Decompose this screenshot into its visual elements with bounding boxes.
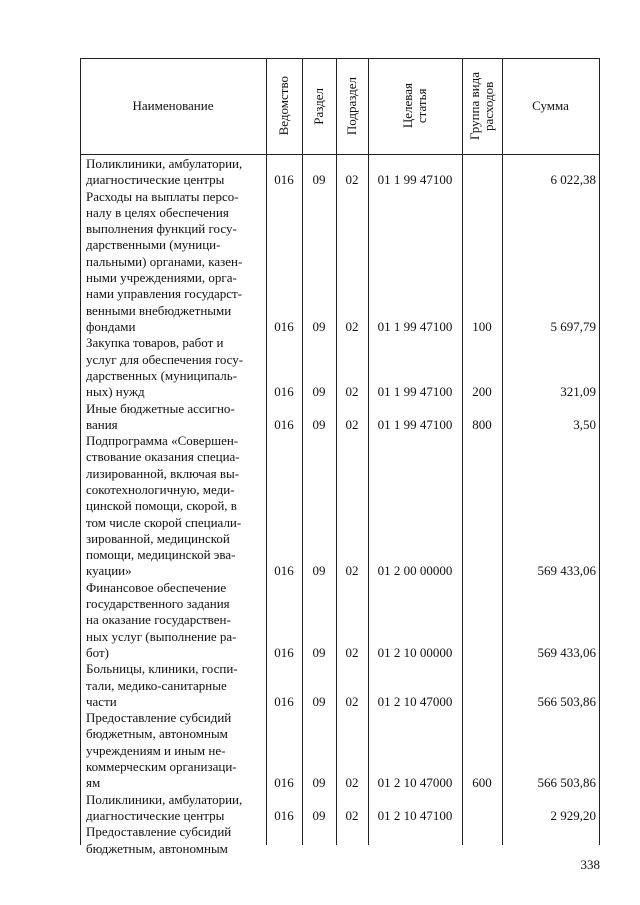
row-gruppa: 200 <box>472 384 492 400</box>
header-summa <box>502 58 599 154</box>
header-podrazdel <box>336 58 368 154</box>
row-name-line: Предоставление субсидий <box>86 710 232 726</box>
row-name-line: Подпрограмма «Совершен- <box>86 433 239 449</box>
header-celevaya-line1: Целевая <box>400 83 415 129</box>
row-name-line: Больницы, клиники, госпи- <box>86 661 238 677</box>
header-name <box>80 58 266 154</box>
row-ved: 016 <box>274 563 294 579</box>
budget-table <box>80 58 600 856</box>
row-name-line: сокотехнологичную, меди- <box>86 481 235 497</box>
row-ved: 016 <box>274 775 294 791</box>
header-razdel-label: Раздел <box>311 87 326 125</box>
row-razdel: 09 <box>312 693 326 709</box>
row-ved: 016 <box>274 318 294 334</box>
row-name-line: Расходы на выплаты персо- <box>86 188 239 204</box>
row-name-line: ными учреждениями, орга- <box>86 270 237 286</box>
row-name-line: дарственными (муници- <box>86 237 221 253</box>
row-name-line: тали, медико-санитарные <box>86 677 227 693</box>
row-name-line: ствование оказания специа- <box>86 449 240 465</box>
row-name-line: коммерческим организаци- <box>86 759 237 775</box>
column-divider <box>462 58 463 845</box>
row-celevaya: 01 2 00 00000 <box>377 563 453 579</box>
row-celevaya: 01 1 99 47100 <box>377 384 453 400</box>
header-gruppa <box>462 58 502 154</box>
row-celevaya: 01 2 10 00000 <box>377 644 453 660</box>
row-name <box>86 189 266 336</box>
row-summa: 321,09 <box>560 384 596 400</box>
row-celevaya: 01 1 99 47100 <box>377 416 453 432</box>
row-name-line: Закупка товаров, работ и <box>86 335 224 351</box>
row-name-line: бот) <box>86 644 109 660</box>
header-gruppa-line2: расходов <box>481 81 496 131</box>
row-name-line: бюджетным, автономным <box>86 726 228 742</box>
row-name-line: диагностические центры <box>86 172 225 188</box>
row-summa: 5 697,79 <box>550 318 596 334</box>
row-summa: 3,50 <box>573 416 596 432</box>
row-name <box>86 661 266 710</box>
row-podrazdel: 02 <box>345 807 359 823</box>
row-ved: 016 <box>274 416 294 432</box>
row-name-line: Иные бюджетные ассигно- <box>86 400 235 416</box>
row-razdel: 09 <box>312 775 326 791</box>
row-celevaya: 01 1 99 47100 <box>377 172 453 188</box>
row-ved: 016 <box>274 693 294 709</box>
row-celevaya: 01 2 10 47100 <box>377 807 453 823</box>
row-podrazdel: 02 <box>345 318 359 334</box>
header-ved <box>266 58 302 154</box>
header-celevaya-label <box>401 83 429 128</box>
row-name-line: нами управления государст- <box>86 286 243 302</box>
header-gruppa-line1: Группа вида <box>467 72 482 140</box>
table-border-right <box>599 58 600 845</box>
row-razdel: 09 <box>312 384 326 400</box>
row-name-line: помощи, медицинской эва- <box>86 547 236 563</box>
header-summa-label: Сумма <box>532 98 569 113</box>
row-name-line: зированной, медицинской <box>86 530 230 546</box>
row-name-line: лизированной, включая вы- <box>86 465 240 481</box>
row-name-line: части <box>86 693 117 709</box>
header-celevaya-line2: статья <box>414 88 429 124</box>
row-podrazdel: 02 <box>345 693 359 709</box>
row-celevaya: 01 1 99 47100 <box>377 318 453 334</box>
row-ved: 016 <box>274 644 294 660</box>
header-name-label: Наименование <box>132 98 214 113</box>
row-name-line: вания <box>86 416 118 432</box>
header-divider <box>80 154 600 155</box>
row-name-line: выполнения функций госу- <box>86 221 237 237</box>
row-name <box>86 401 266 434</box>
row-name-line: Поликлиники, амбулатории, <box>86 156 243 171</box>
row-ved: 016 <box>274 807 294 823</box>
row-gruppa: 100 <box>472 318 492 334</box>
row-name <box>86 156 266 189</box>
row-summa: 569 433,06 <box>537 563 596 579</box>
row-name <box>86 710 266 791</box>
row-podrazdel: 02 <box>345 775 359 791</box>
row-razdel: 09 <box>312 807 326 823</box>
row-name-line: налу в целях обеспечения <box>86 204 229 220</box>
row-name <box>86 792 266 825</box>
header-celevaya <box>368 58 462 154</box>
row-gruppa: 800 <box>472 416 492 432</box>
row-razdel: 09 <box>312 563 326 579</box>
row-razdel: 09 <box>312 644 326 660</box>
row-celevaya: 01 2 10 47000 <box>377 693 453 709</box>
row-name <box>86 580 266 661</box>
table-border-left <box>80 58 81 845</box>
row-podrazdel: 02 <box>345 644 359 660</box>
row-podrazdel: 02 <box>345 416 359 432</box>
row-celevaya: 01 2 10 47000 <box>377 775 453 791</box>
row-gruppa: 600 <box>472 775 492 791</box>
row-podrazdel: 02 <box>345 172 359 188</box>
header-gruppa-label <box>468 72 496 140</box>
row-razdel: 09 <box>312 416 326 432</box>
row-name-line: цинской помощи, скорой, в <box>86 498 237 514</box>
row-razdel: 09 <box>312 172 326 188</box>
row-name-line: услуг для обеспечения госу- <box>86 351 244 367</box>
row-name-line: Финансовое обеспечение <box>86 579 227 595</box>
row-name <box>86 824 266 857</box>
row-podrazdel: 02 <box>345 384 359 400</box>
row-name <box>86 433 266 580</box>
row-name-line: пальными) органами, казен- <box>86 253 243 269</box>
page-number: 338 <box>580 857 600 872</box>
row-razdel: 09 <box>312 318 326 334</box>
row-name-line: на оказание государствен- <box>86 612 231 628</box>
row-summa: 2 929,20 <box>550 807 596 823</box>
row-name-line: учреждениям и иным не- <box>86 742 226 758</box>
row-name-line: венными внебюджетными <box>86 302 232 318</box>
row-summa: 566 503,86 <box>537 775 596 791</box>
header-podrazdel-label: Подраздел <box>344 76 359 136</box>
row-summa: 569 433,06 <box>537 644 596 660</box>
row-name-line: дарственных (муниципаль- <box>86 367 238 383</box>
row-name-line: Поликлиники, амбулатории, <box>86 791 243 807</box>
row-podrazdel: 02 <box>345 563 359 579</box>
row-name-line: ям <box>86 775 101 791</box>
row-name-line: государственного задания <box>86 596 230 612</box>
row-ved: 016 <box>274 172 294 188</box>
row-name-line: ных услуг (выполнение ра- <box>86 628 237 644</box>
row-name-line: куации» <box>86 563 132 579</box>
row-name-line: том числе скорой специали- <box>86 514 242 530</box>
row-name-line: ных) нужд <box>86 384 145 400</box>
row-ved: 016 <box>274 384 294 400</box>
row-summa: 566 503,86 <box>537 693 596 709</box>
row-name-line: бюджетным, автономным <box>86 840 228 856</box>
row-name-line: фондами <box>86 318 136 334</box>
row-name-line: диагностические центры <box>86 807 225 823</box>
row-summa: 6 022,38 <box>550 172 596 188</box>
row-name-line: Предоставление субсидий <box>86 824 232 840</box>
header-razdel <box>302 58 336 154</box>
header-ved-label: Ведомство <box>276 76 291 136</box>
row-name <box>86 335 266 400</box>
